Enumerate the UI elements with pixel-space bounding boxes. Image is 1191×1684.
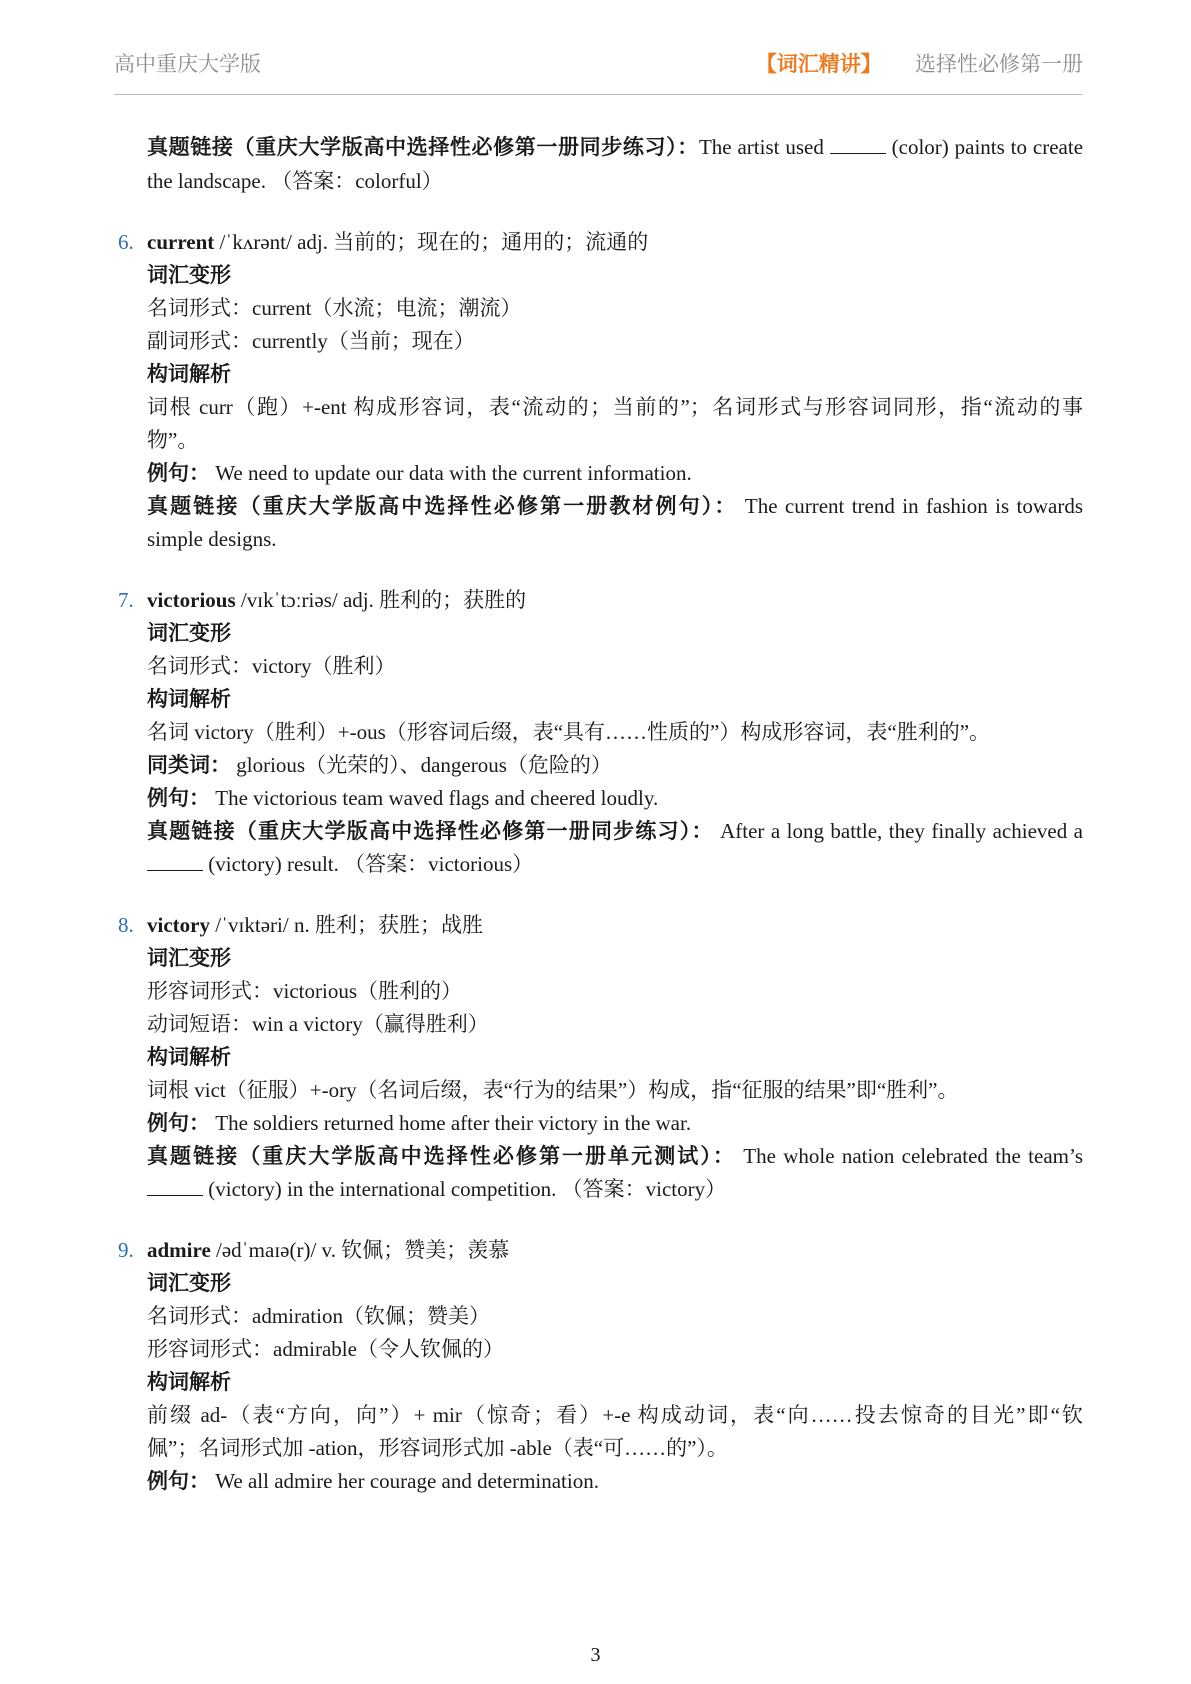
example-sentence: 例句： The victorious team waved flags and cheered loudly.: [147, 786, 659, 810]
entry-headword-line: victory /ˈvɪktəri/ n. 胜利；获胜；战胜: [147, 913, 483, 937]
word-form: 动词短语：win a victory（赢得胜利）: [147, 1012, 489, 1036]
entry-headword-line: victorious /vɪkˈtɔːriəs/ adj. 胜利的；获胜的: [147, 588, 527, 612]
analysis-title: 构词解析: [147, 1045, 231, 1069]
exercise-link: 真题链接（重庆大学版高中选择性必修第一册同步练习）：The artist used (color) paints to create: [147, 135, 1084, 159]
answer-blank: [147, 852, 203, 871]
answer-blank: [147, 1177, 203, 1196]
forms-title: 词汇变形: [147, 621, 231, 645]
analysis-text: 词根 curr（跑）+-ent 构成形容词，表“流动的；当前的”；名词形式与形容词同形，指“流动的事: [147, 395, 1083, 419]
example-sentence: 例句： We all admire her courage and determination.: [147, 1469, 599, 1493]
entry-number: 8.: [118, 913, 134, 937]
header-book-title: 选择性必修第一册: [915, 52, 1083, 76]
headword: victory: [147, 913, 210, 937]
header-edition: 高中重庆大学版: [114, 52, 261, 76]
word-form: 形容词形式：victorious（胜利的）: [147, 979, 462, 1003]
page-number: 3: [590, 1644, 601, 1666]
analysis-text: 佩”；名词形式加 -ation，形容词形式加 -able（表“可……的”）。: [147, 1436, 728, 1460]
analysis-title: 构词解析: [147, 362, 231, 386]
headword: admire: [147, 1238, 211, 1262]
exercise-link-continuation: (victory) result. （答案：victorious）: [147, 847, 1083, 882]
analysis-text: 前缀 ad-（表“方向，向”）+ mir（惊奇；看）+-e 构成动词，表“向……投去惊奇的目光”即“钦: [147, 1403, 1083, 1427]
analysis-text: 词根 vict（征服）+-ory（名词后缀，表“行为的结果”）构成，指“征服的结果”即“胜利”。: [147, 1078, 959, 1102]
entry-headword-line: admire /ədˈmaɪə(r)/ v. 钦佩；赞美；羡慕: [147, 1238, 510, 1262]
word-form: 名词形式：current（水流；电流；潮流）: [147, 296, 522, 320]
word-form: 名词形式：victory（胜利）: [147, 654, 396, 678]
exercise-link-label: 真题链接（重庆大学版高中选择性必修第一册同步练习）：: [147, 135, 699, 159]
exercise-link: 真题链接（重庆大学版高中选择性必修第一册同步练习）： After a long battle, they finally achieved a: [147, 819, 1083, 843]
word-form: 副词形式：currently（当前；现在）: [147, 329, 475, 353]
analysis-text: 物”。: [147, 428, 199, 452]
forms-title: 词汇变形: [147, 1271, 231, 1295]
exercise-link: 真题链接（重庆大学版高中选择性必修第一册单元测试）： The whole nation celebrated the team’s: [147, 1144, 1084, 1168]
entry-number: 6.: [118, 230, 134, 254]
answer-blank: [830, 135, 886, 154]
header-section-tag: 【词汇精讲】: [755, 52, 882, 76]
word-form: 形容词形式：admirable（令人钦佩的）: [147, 1337, 504, 1361]
entry-number: 9.: [118, 1238, 134, 1262]
entry-headword-line: current /ˈkʌrənt/ adj. 当前的；现在的；通用的；流通的: [147, 230, 649, 254]
example-sentence: 例句： We need to update our data with the current information.: [147, 461, 692, 485]
exercise-link: 真题链接（重庆大学版高中选择性必修第一册教材例句）： The current trend in fashion is towards: [147, 494, 1083, 518]
exercise-link-continuation: the landscape. （答案：colorful）: [147, 169, 443, 193]
header-right: [756, 48, 1083, 78]
exercise-link-continuation: simple designs.: [147, 527, 277, 551]
similar-words: 同类词： glorious（光荣的）、dangerous（危险的）: [147, 753, 612, 777]
forms-title: 词汇变形: [147, 946, 231, 970]
entry-number: 7.: [118, 588, 134, 612]
analysis-text: 名词 victory（胜利）+-ous（形容词后缀，表“具有……性质的”）构成形容词，表“胜利的”。: [147, 720, 991, 744]
example-sentence: 例句： The soldiers returned home after their victory in the war.: [147, 1111, 692, 1135]
page-header: [114, 44, 1083, 95]
analysis-title: 构词解析: [147, 687, 231, 711]
headword: current: [147, 230, 215, 254]
exercise-link-continuation: (victory) in the international competition. （答案：victory）: [147, 1172, 1083, 1207]
analysis-title: 构词解析: [147, 1370, 231, 1394]
word-form: 名词形式：admiration（钦佩；赞美）: [147, 1304, 490, 1328]
forms-title: 词汇变形: [147, 263, 231, 287]
headword: victorious: [147, 588, 236, 612]
